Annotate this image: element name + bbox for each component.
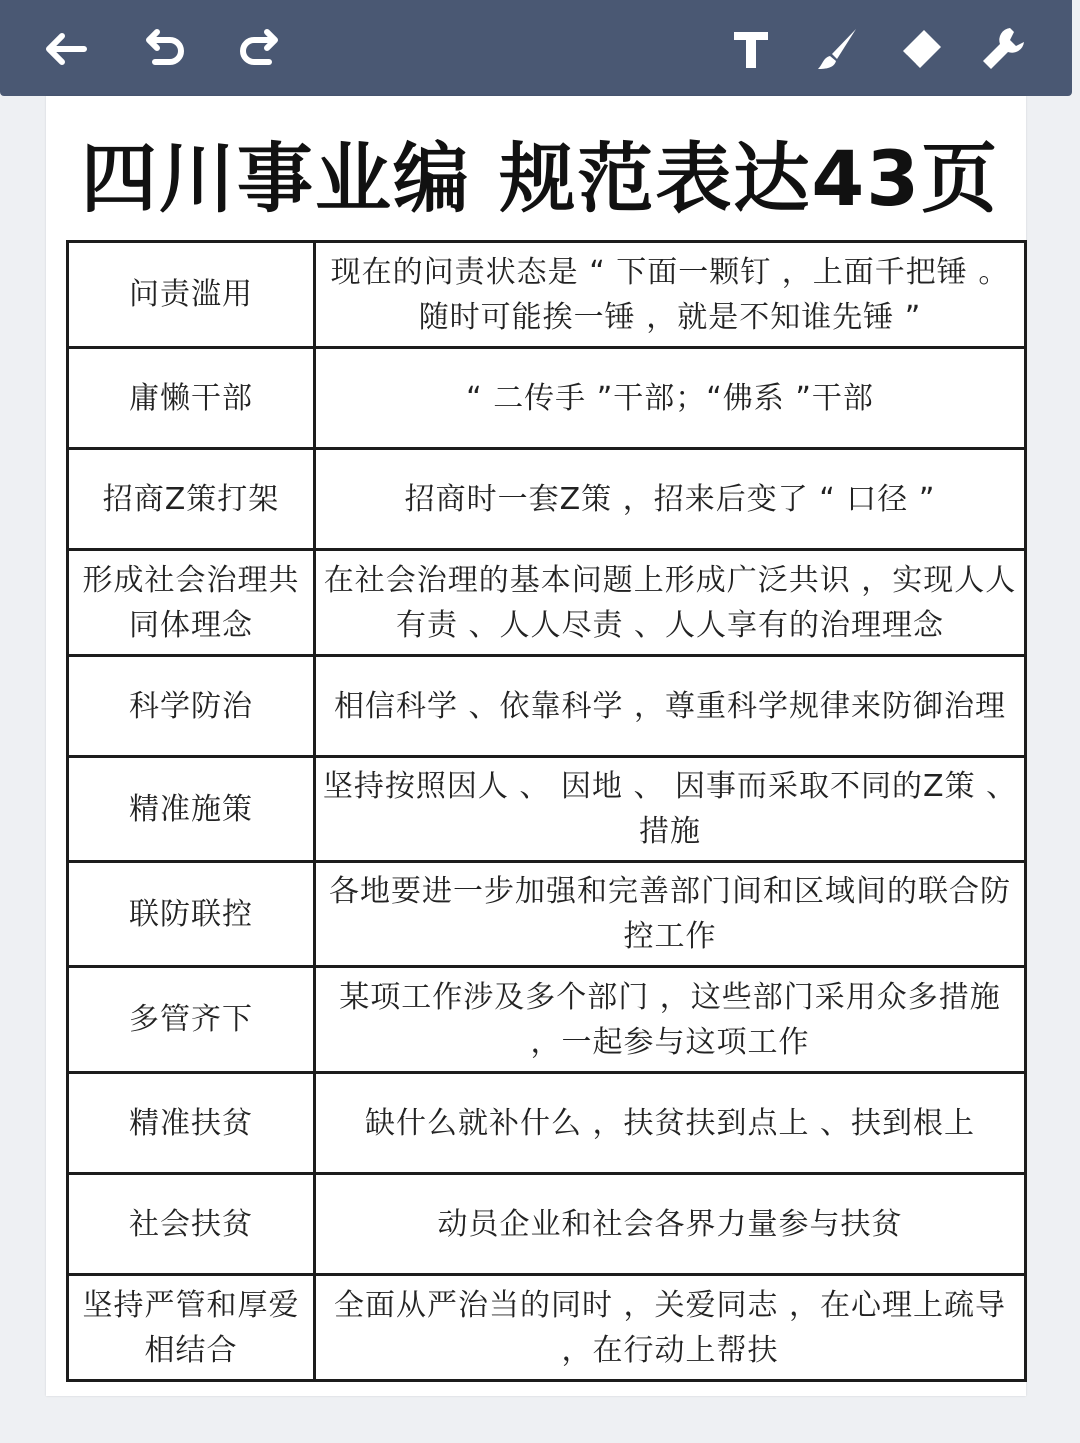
meaning-cell: 在社会治理的基本问题上形成广泛共识 ，实现人人有责 、人人尽责 、人人享有的治理理念 [315, 550, 1026, 656]
eraser-icon[interactable] [894, 22, 948, 76]
table-row [68, 967, 1026, 1073]
table-row [68, 757, 1026, 862]
wrench-icon[interactable] [976, 22, 1030, 76]
table-row [68, 348, 1026, 449]
meaning-cell: 动员企业和社会各界力量参与扶贫 [315, 1174, 1026, 1275]
back-arrow-icon[interactable] [38, 22, 92, 76]
term-cell: 联防联控 [68, 862, 315, 967]
meaning-cell: 坚持按照因人 、 因地 、 因事而采取不同的Z策 、措施 [315, 757, 1026, 862]
meaning-cell: 现在的问责状态是 “ 下面一颗钉 ，上面千把锤 。随时可能挨一锤 ，就是不知谁先锤 ” [315, 242, 1026, 348]
phrase-table [66, 240, 1027, 1382]
meaning-cell: “ 二传手 ”干部；“佛系 ”干部 [315, 348, 1026, 449]
term-cell: 问责滥用 [68, 242, 315, 348]
term-cell: 精准扶贫 [68, 1073, 315, 1174]
table-row [68, 550, 1026, 656]
meaning-cell: 招商时一套Z策 ，招来后变了 “ 口径 ” [315, 449, 1026, 550]
brush-icon[interactable] [810, 22, 864, 76]
meaning-cell: 全面从严治当的同时 ，关爱同志 ，在心理上疏导 ，在行动上帮扶 [315, 1275, 1026, 1381]
text-tool-icon[interactable] [724, 22, 778, 76]
table-row [68, 449, 1026, 550]
meaning-cell: 相信科学 、依靠科学 ，尊重科学规律来防御治理 [315, 656, 1026, 757]
undo-icon[interactable] [138, 22, 192, 76]
editor-toolbar [0, 0, 1072, 96]
page-title: 四川事业编 规范表达43页 [80, 134, 1000, 223]
meaning-cell: 缺什么就补什么 ，扶贫扶到点上 、扶到根上 [315, 1073, 1026, 1174]
term-cell: 坚持严管和厚爱相结合 [68, 1275, 315, 1381]
meaning-cell: 某项工作涉及多个部门 ，这些部门采用众多措施 ，一起参与这项工作 [315, 967, 1026, 1073]
term-cell: 多管齐下 [68, 967, 315, 1073]
term-cell: 形成社会治理共同体理念 [68, 550, 315, 656]
term-cell: 精准施策 [68, 757, 315, 862]
term-cell: 招商Z策打架 [68, 449, 315, 550]
term-cell: 庸懒干部 [68, 348, 315, 449]
term-cell: 科学防治 [68, 656, 315, 757]
term-cell: 社会扶贫 [68, 1174, 315, 1275]
redo-icon[interactable] [232, 22, 286, 76]
meaning-cell: 各地要进一步加强和完善部门间和区域间的联合防控工作 [315, 862, 1026, 967]
table-row [68, 242, 1026, 348]
table-row [68, 862, 1026, 967]
table-row [68, 1275, 1026, 1381]
table-row [68, 1174, 1026, 1275]
table-row [68, 1073, 1026, 1174]
table-row [68, 656, 1026, 757]
